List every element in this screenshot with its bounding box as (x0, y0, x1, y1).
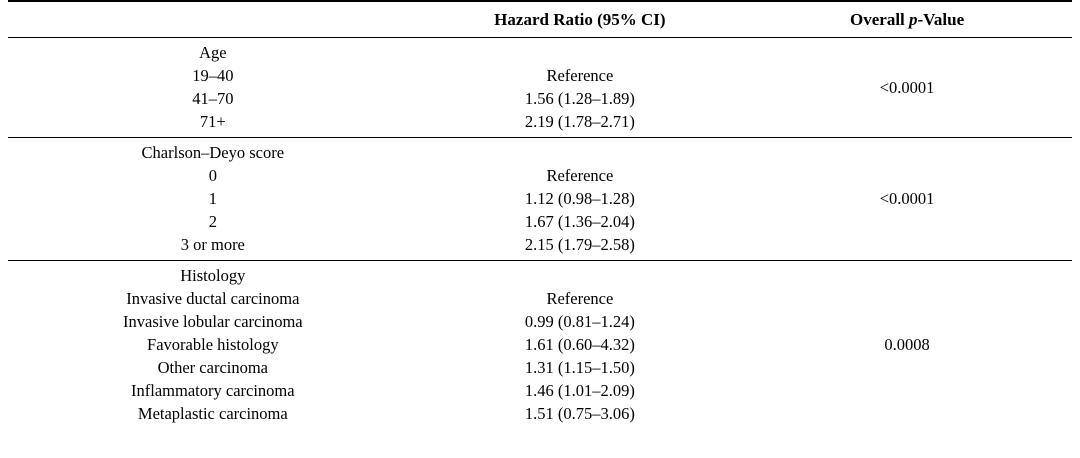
table-row-group-histology (8, 261, 1072, 430)
row-label-inflammatory-carcinoma: Inflammatory carcinoma (131, 381, 295, 400)
row-label-charlson-0: 0 (208, 166, 217, 185)
group-title-age: Age (199, 43, 227, 62)
hr-invasive-lobular-carcinoma: 0.99 (0.81–1.24) (524, 312, 635, 331)
row-label-favorable-histology: Favorable histology (147, 335, 279, 354)
hr-charlson-3-or-more: 2.15 (1.79–2.58) (524, 235, 635, 254)
group-hazard-ratios-age (418, 38, 743, 138)
hr-age-19-40: Reference (546, 66, 614, 85)
group-title-histology: Histology (180, 266, 246, 285)
group-hazard-ratios-charlson-deyo (418, 138, 743, 261)
table-row-group-age (8, 38, 1072, 138)
hr-other-carcinoma: 1.31 (1.15–1.50) (524, 358, 635, 377)
p-value-age: <0.0001 (879, 77, 935, 97)
hr-metaplastic-carcinoma: 1.51 (0.75–3.06) (524, 404, 635, 423)
header-p-value-prefix: Overall (850, 10, 910, 29)
p-value-charlson-deyo: <0.0001 (879, 189, 935, 208)
group-labels-age (8, 38, 418, 138)
row-label-charlson-1: 1 (208, 189, 217, 208)
table-header (8, 1, 1072, 38)
header-cell-overall-p-value (742, 1, 1072, 38)
hr-invasive-ductal-carcinoma: Reference (546, 289, 614, 308)
table-header-row (8, 1, 1072, 38)
multivariable-hazard-ratio-table (8, 0, 1072, 429)
group-title-charlson-deyo: Charlson–Deyo score (141, 143, 285, 162)
hr-charlson-1: 1.12 (0.98–1.28) (524, 189, 635, 208)
row-label-age-19-40: 19–40 (192, 66, 234, 85)
hr-age-41-70: 1.56 (1.28–1.89) (524, 89, 635, 108)
header-p-value-italic: p (909, 10, 918, 29)
row-label-invasive-ductal-carcinoma: Invasive ductal carcinoma (126, 289, 300, 308)
table-body (8, 38, 1072, 430)
hr-inflammatory-carcinoma: 1.46 (1.01–2.09) (524, 381, 635, 400)
group-hazard-ratios-histology (418, 261, 743, 430)
row-label-charlson-3-or-more: 3 or more (180, 235, 245, 254)
hr-spacer-age (418, 41, 743, 64)
row-label-metaplastic-carcinoma: Metaplastic carcinoma (137, 404, 288, 423)
table-row-group-charlson-deyo (8, 138, 1072, 261)
row-label-age-41-70: 41–70 (192, 89, 234, 108)
hr-favorable-histology: 1.61 (0.60–4.32) (524, 335, 635, 354)
group-labels-histology (8, 261, 418, 430)
row-label-charlson-2: 2 (208, 212, 217, 231)
hr-charlson-2: 1.67 (1.36–2.04) (524, 212, 635, 231)
hr-spacer-charlson (418, 141, 743, 164)
group-labels-charlson-deyo (8, 138, 418, 261)
hr-charlson-0: Reference (546, 166, 614, 185)
header-cell-variable (8, 1, 418, 38)
hr-age-71-plus: 2.19 (1.78–2.71) (524, 112, 635, 131)
row-label-invasive-lobular-carcinoma: Invasive lobular carcinoma (123, 312, 303, 331)
p-value-histology: 0.0008 (884, 335, 930, 354)
row-label-age-71-plus: 71+ (199, 112, 226, 131)
row-label-other-carcinoma: Other carcinoma (157, 358, 269, 377)
header-cell-hazard-ratio: Hazard Ratio (95% CI) (494, 10, 666, 29)
hr-spacer-histology (418, 264, 743, 287)
header-p-value-suffix: -Value (917, 10, 965, 29)
